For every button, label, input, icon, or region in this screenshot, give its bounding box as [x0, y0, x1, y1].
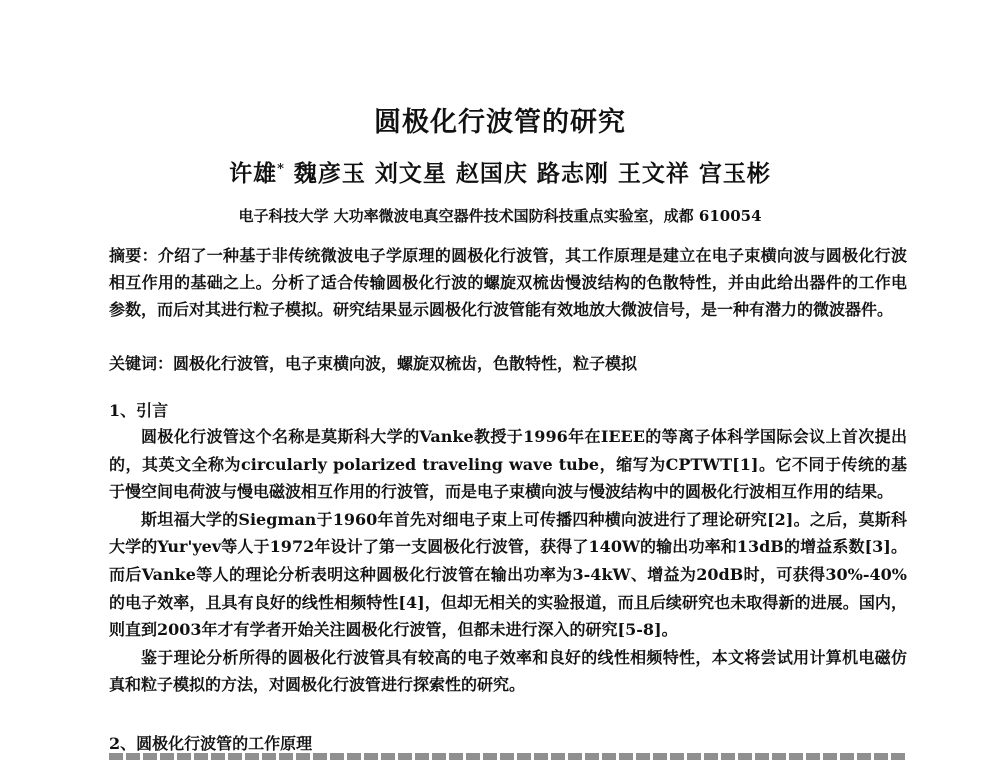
section-introduction-body	[109, 423, 907, 699]
paper-title: 圆极化行波管的研究	[374, 107, 626, 138]
abstract-label: 摘要：	[109, 246, 158, 265]
keywords	[109, 350, 907, 377]
paragraph: 斯坦福大学的Siegman于1960年首先对细电子束上可传播四种横向波进行了理论研究[2]。之后，莫斯科大学的Yur'yev等人于1972年设计了第一支圆极化行波管，获得了140W的输出功率和13dB的增益系数[3]。而后Vanke等人的理论分析表明这种圆极化行波管在输出功率为3-4kW、增益为20dB时，可获得30%-40%的电子效率，且具有良好的线性相频特性[4]，但却无相关的实验报道，而且后续研究也未取得新的进展。国内，则直到2003年才有学者开始关注圆极化行波管，但都未进行深入的研究[5-8]。	[109, 509, 907, 640]
corresponding-mark: *	[277, 161, 285, 177]
author-list	[0, 155, 1000, 188]
section-heading-principle: 2、圆极化行波管的工作原理	[109, 734, 313, 753]
affiliation: 电子科技大学 大功率微波电真空器件技术国防科技重点实验室，成都 610054	[238, 207, 762, 225]
abstract-text: 介绍了一种基于非传统微波电子学原理的圆极化行波管，其工作原理是建立在电子束横向波与圆极化行波相互作用的基础之上。分析了适合传输圆极化行波的螺旋双梳齿慢波结构的色散特性，并由此给出器件的工作电参数，而后对其进行粒子模拟。研究结果显示圆极化行波管能有效地放大微波信号，是一种有潜力的微波器件。	[109, 246, 907, 319]
keywords-label: 关键词：	[109, 354, 174, 373]
truncated-text-line	[109, 753, 907, 760]
section-heading-introduction: 1、引言	[109, 401, 169, 420]
abstract	[109, 242, 907, 323]
author-rest: 魏彦玉 刘文星 赵国庆 路志刚 王文祥 宫玉彬	[293, 160, 771, 187]
paragraph: 鉴于理论分析所得的圆极化行波管具有较高的电子效率和良好的线性相频特性，本文将尝试用计算机电磁仿真和粒子模拟的方法，对圆极化行波管进行探索性的研究。	[109, 647, 907, 695]
paragraph: 圆极化行波管这个名称是莫斯科大学的Vanke教授于1996年在IEEE的等离子体科学国际会议上首次提出的，其英文全称为circularly polarized traveling wave tube，缩写为CPTWT[1]。它不同于传统的基于慢空间电荷波与慢电磁波相互作用的行波管，而是电子束横向波与慢波结构中的圆极化行波相互作用的结果。	[109, 427, 907, 502]
keywords-text: 圆极化行波管，电子束横向波，螺旋双梳齿，色散特性，粒子模拟	[173, 354, 638, 373]
author-first: 许雄	[229, 160, 278, 187]
